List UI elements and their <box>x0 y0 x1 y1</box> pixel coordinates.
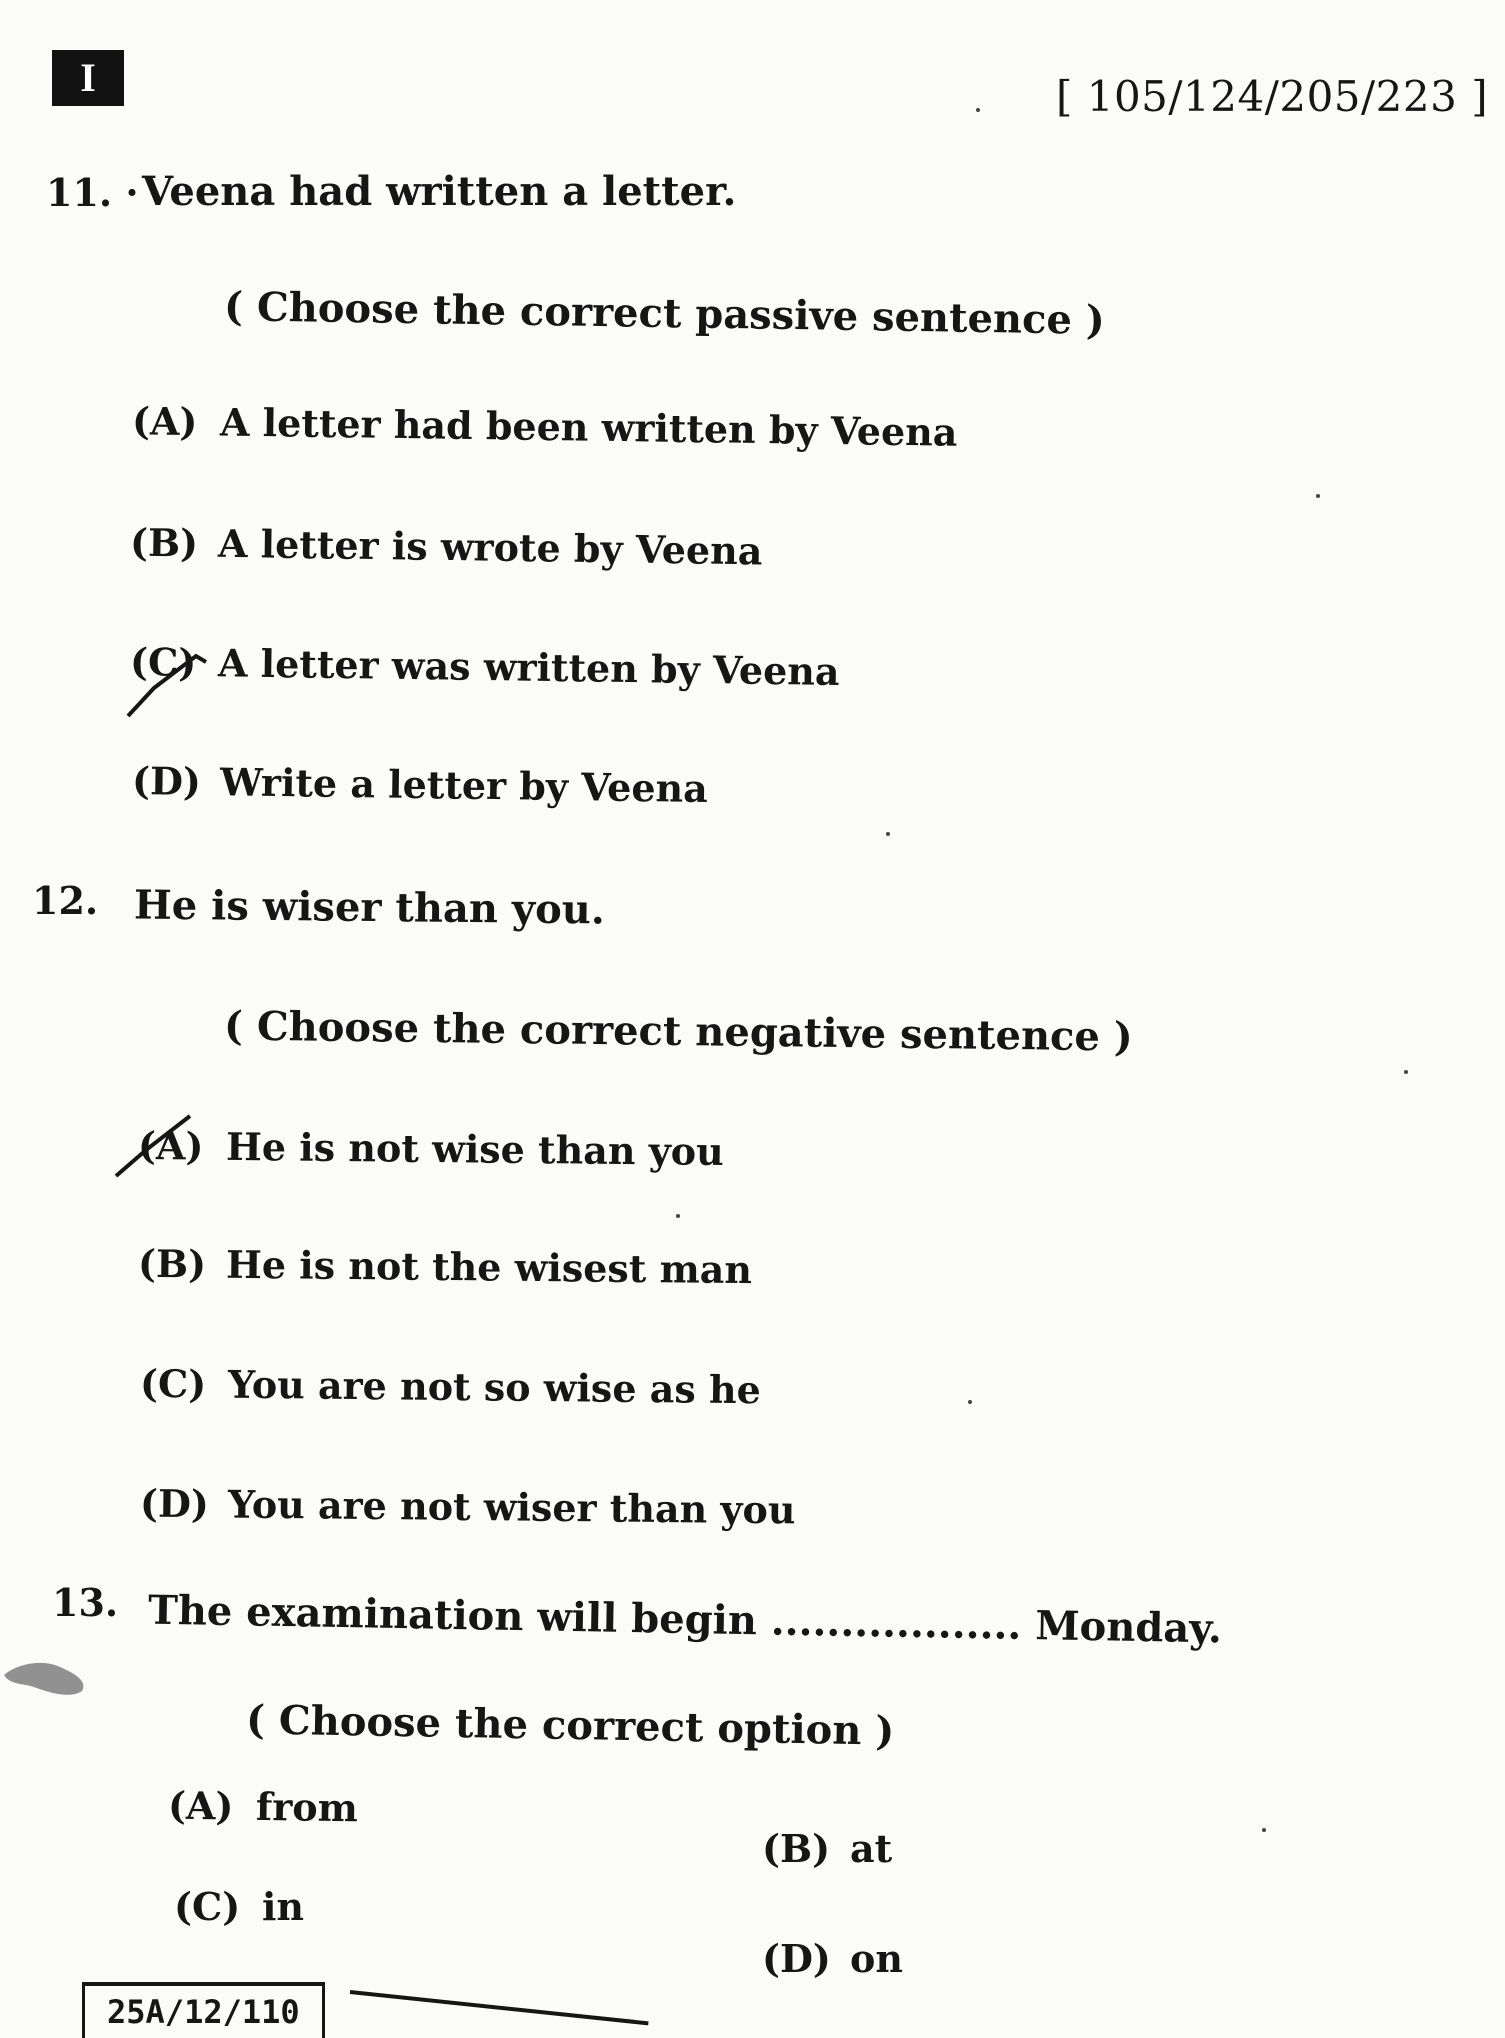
option-label: (D) <box>139 1480 210 1527</box>
option-text: on <box>850 1936 903 1981</box>
option-text: You are not so wise as he <box>227 1361 762 1413</box>
option-text: You are not wiser than you <box>227 1481 796 1533</box>
option-label: (C) <box>139 1360 207 1407</box>
question-stem: Veena had written a letter. <box>142 168 737 215</box>
option-b[interactable] <box>138 1241 753 1292</box>
option-d[interactable] <box>132 758 708 811</box>
option-text: A letter is wrote by Veena <box>217 520 763 574</box>
option-text: at <box>850 1826 893 1871</box>
scan-speck <box>676 1214 680 1218</box>
question-stem: He is wiser than you. <box>133 881 606 934</box>
scan-speck <box>1316 494 1320 498</box>
option-a[interactable] <box>132 398 958 455</box>
question-instruction: ( Choose the correct option ) <box>245 1696 895 1755</box>
scan-speck <box>1262 1828 1266 1832</box>
question-instruction: ( Choose the correct passive sentence ) <box>223 283 1106 344</box>
option-text: from <box>255 1783 359 1831</box>
option-text: in <box>262 1884 305 1929</box>
question-number: 13. <box>52 1580 119 1625</box>
option-d[interactable] <box>762 1936 903 1981</box>
check-mark-icon <box>124 648 214 718</box>
footer-code: 25A/12/110 <box>82 1982 325 2038</box>
option-c[interactable] <box>174 1884 304 1929</box>
option-a[interactable] <box>138 1123 724 1174</box>
option-c[interactable] <box>130 639 840 694</box>
scan-speck <box>886 832 890 836</box>
option-text: Write a letter by Veena <box>219 759 709 812</box>
check-mark-icon <box>112 1110 202 1182</box>
option-label: (A) <box>137 1122 204 1169</box>
option-label: (C) <box>129 639 197 685</box>
option-b[interactable] <box>762 1826 892 1871</box>
scan-speck <box>968 1400 972 1404</box>
question-instruction: ( Choose the correct negative sentence ) <box>223 1002 1134 1061</box>
option-text: He is not the wisest man <box>225 1241 753 1293</box>
option-label: (C) <box>174 1884 241 1929</box>
option-text: He is not wise than you <box>225 1123 725 1175</box>
option-label: (B) <box>137 1240 207 1287</box>
option-label: (D) <box>762 1936 831 1981</box>
page-badge: I <box>52 50 124 106</box>
option-label: (B) <box>129 519 199 566</box>
option-b[interactable] <box>130 520 763 574</box>
option-label: (D) <box>131 757 202 804</box>
question-number: 12. <box>32 878 99 923</box>
option-text: A letter had been written by Veena <box>219 399 958 455</box>
option-label: (A) <box>131 398 198 445</box>
ink-smudge <box>0 1655 92 1703</box>
option-d[interactable] <box>140 1481 796 1533</box>
scan-speck <box>1404 1070 1408 1074</box>
option-label: (A) <box>167 1782 234 1829</box>
question-number: 11. · <box>46 170 139 215</box>
question-stem: The examination will begin .................. Monday. <box>147 1586 1223 1653</box>
option-a[interactable] <box>168 1783 359 1831</box>
option-text: A letter was written by Veena <box>217 640 840 694</box>
paper-code: [ 105/124/205/223 ] <box>1056 72 1489 121</box>
option-label: (B) <box>762 1826 831 1871</box>
option-c[interactable] <box>140 1361 761 1412</box>
footer-rule <box>350 1990 649 2025</box>
